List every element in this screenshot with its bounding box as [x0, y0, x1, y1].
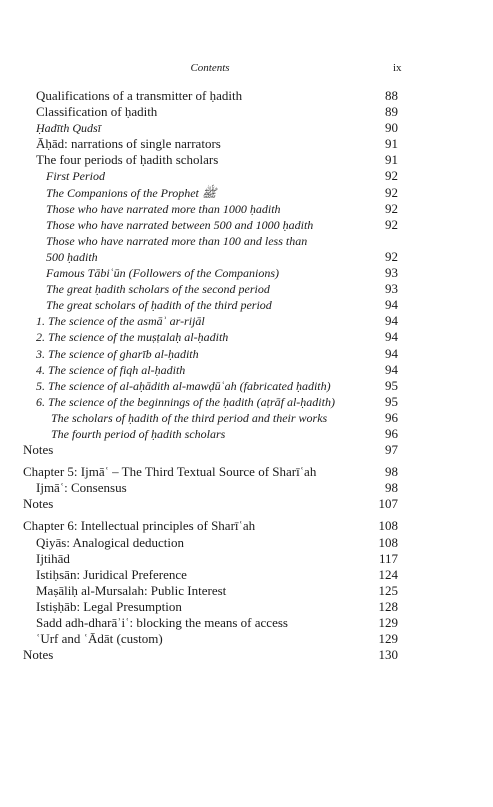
toc-entry-title: Those who have narrated more than 1000 ḥadith: [46, 201, 281, 216]
toc-entry-page: 92: [385, 200, 398, 216]
toc-entry-title: Famous Tābiʿūn (Followers of the Companions): [46, 266, 279, 281]
toc-entry: [0, 233, 493, 249]
toc-entry: [0, 567, 493, 583]
toc-entry-title: Notes: [23, 496, 54, 512]
toc-entry: [0, 281, 493, 297]
toc-entry: [0, 480, 493, 496]
toc-entry: [0, 631, 493, 647]
toc-entry-title: Chapter 6: Intellectual principles of Sharīʿah: [23, 518, 256, 534]
toc-entry: [0, 329, 493, 345]
toc-entry-page: 96: [385, 409, 398, 425]
toc-entry: [0, 265, 493, 281]
toc-entry-page: 130: [378, 647, 398, 663]
toc-entry-title: Those who have narrated more than 100 and less than: [46, 233, 308, 248]
toc-entry: [0, 136, 493, 152]
toc-entry: [0, 362, 493, 378]
toc-entry-title: 3. The science of gharīb al-ḥadith: [36, 346, 199, 361]
toc-entry-page: 93: [385, 281, 398, 297]
toc-entry-title: Chapter 5: Ijmāʿ – The Third Textual Source of Sharīʿah: [23, 464, 317, 480]
toc-entry-title: The four periods of ḥadith scholars: [36, 152, 219, 168]
toc-entry-page: 94: [385, 313, 398, 329]
toc-entry: [0, 535, 493, 551]
toc-entry-page: 94: [385, 329, 398, 345]
toc-entry-title: 1. The science of the asmāʾ ar-rijāl: [36, 314, 205, 329]
toc-entry: [0, 313, 493, 329]
toc-entry-page: 89: [385, 104, 398, 120]
toc-entry-page: 124: [378, 566, 398, 582]
toc-entry-title: 5. The science of al-aḥādith al-mawḍūʿah (fabricated ḥadith): [36, 378, 331, 393]
toc-entry-page: 108: [378, 518, 398, 534]
toc-entry-title: Ijmāʿ: Consensus: [36, 480, 127, 496]
toc-entry-title: The scholars of ḥadith of the third period and their works: [51, 410, 328, 425]
toc-entry-title: The Companions of the Prophet ﷺ: [46, 185, 217, 200]
toc-entry-page: 92: [385, 168, 398, 184]
toc-entry-page: 98: [385, 464, 398, 480]
toc-entry-page: 94: [385, 297, 398, 313]
toc-entry: [0, 583, 493, 599]
toc-entry-page: 91: [385, 136, 398, 152]
toc-entry: [0, 394, 493, 410]
toc-entry: [0, 496, 493, 512]
page-number: ix: [393, 62, 402, 74]
toc-entry-page: 129: [378, 615, 398, 630]
toc-entry: [0, 88, 493, 104]
toc-entry-title: Maṣāliḥ al-Mursalah: Public Interest: [36, 582, 227, 598]
toc-entry: [0, 185, 493, 201]
toc-entry-page: 94: [385, 345, 398, 361]
toc-entry-page: 95: [385, 377, 398, 393]
toc-entry-title: The great scholars of ḥadith of the third period: [46, 298, 272, 313]
toc-entry-title: First Period: [46, 169, 105, 184]
toc-entry: [0, 426, 493, 442]
toc-entry-page: 92: [385, 248, 398, 264]
toc-entry-title: 2. The science of the muṣṭalaḥ al-ḥadith: [36, 330, 229, 345]
toc-entry-page: 91: [385, 152, 398, 168]
toc-entry: [0, 120, 493, 136]
toc-entry-page: 128: [378, 598, 398, 614]
toc-entry-page: 97: [385, 442, 398, 458]
toc-entry: [0, 152, 493, 168]
toc-entry-title: Those who have narrated between 500 and 1000 ḥadith: [46, 217, 314, 232]
toc-entry: [0, 464, 493, 480]
running-title: Contents: [190, 62, 230, 74]
toc-entry-title: ʿUrf and ʿĀdāt (custom): [36, 631, 163, 647]
toc-entry-title: 6. The science of the beginnings of the ḥadith (aṭrāf al-ḥadith): [36, 394, 335, 409]
toc-entry-title: 500 ḥadith: [46, 249, 98, 264]
toc-entry-title: Qiyās: Analogical deduction: [36, 534, 185, 550]
toc-entry-title: Notes: [23, 442, 54, 458]
toc-entry: [0, 442, 493, 458]
toc-entry-page: 129: [378, 631, 398, 647]
toc-entry-title: The great ḥadith scholars of the second period: [46, 282, 270, 297]
toc-entry: [0, 168, 493, 184]
toc-entry-page: 94: [385, 361, 398, 377]
toc-entry-title: Notes: [23, 647, 54, 663]
toc-entry-title: The fourth period of ḥadith scholars: [51, 426, 226, 441]
toc-entry-title: Ḥadīth Qudsī: [36, 121, 102, 136]
toc-entry-page: 93: [385, 265, 398, 281]
toc-entry-page: 92: [385, 184, 398, 200]
toc-entry: [0, 410, 493, 426]
toc-entry-page: 98: [385, 480, 398, 496]
toc-entry: [0, 647, 493, 663]
toc-entry: [0, 615, 493, 631]
toc-entry-title: Ijtihād: [36, 550, 70, 566]
toc-entry-page: 95: [385, 393, 398, 409]
toc-entry: [0, 378, 493, 394]
toc-entry: [0, 201, 493, 217]
toc-entry-page: 107: [378, 496, 398, 512]
toc-entry-title: Qualifications of a transmitter of ḥadith: [36, 88, 243, 103]
toc-entry-title: Sadd adh-dharāʾiʿ: blocking the means of access: [36, 615, 288, 630]
toc-entry: [0, 518, 493, 534]
table-of-contents: [0, 88, 493, 663]
toc-entry: [0, 599, 493, 615]
toc-entry-page: 108: [378, 534, 398, 550]
toc-entry-title: Āḥād: narrations of single narrators: [36, 136, 221, 152]
toc-entry-title: Classification of ḥadith: [36, 104, 158, 120]
toc-entry: [0, 346, 493, 362]
toc-entry-title: 4. The science of fiqh al-ḥadith: [36, 362, 186, 377]
toc-entry-page: 90: [385, 120, 398, 136]
toc-entry: [0, 551, 493, 567]
toc-entry: [0, 217, 493, 233]
running-head: [0, 62, 493, 78]
toc-entry-page: 117: [378, 550, 398, 566]
toc-entry-title: Istiṣḥāb: Legal Presumption: [36, 598, 182, 614]
toc-entry-page: 88: [385, 88, 398, 103]
toc-entry-title: Istiḥsān: Juridical Preference: [36, 566, 187, 582]
toc-entry-page: 125: [378, 582, 398, 598]
toc-entry: [0, 297, 493, 313]
toc-entry-page: 96: [385, 425, 398, 441]
toc-entry: [0, 104, 493, 120]
toc-entry: [0, 249, 493, 265]
toc-entry-page: 92: [385, 216, 398, 232]
